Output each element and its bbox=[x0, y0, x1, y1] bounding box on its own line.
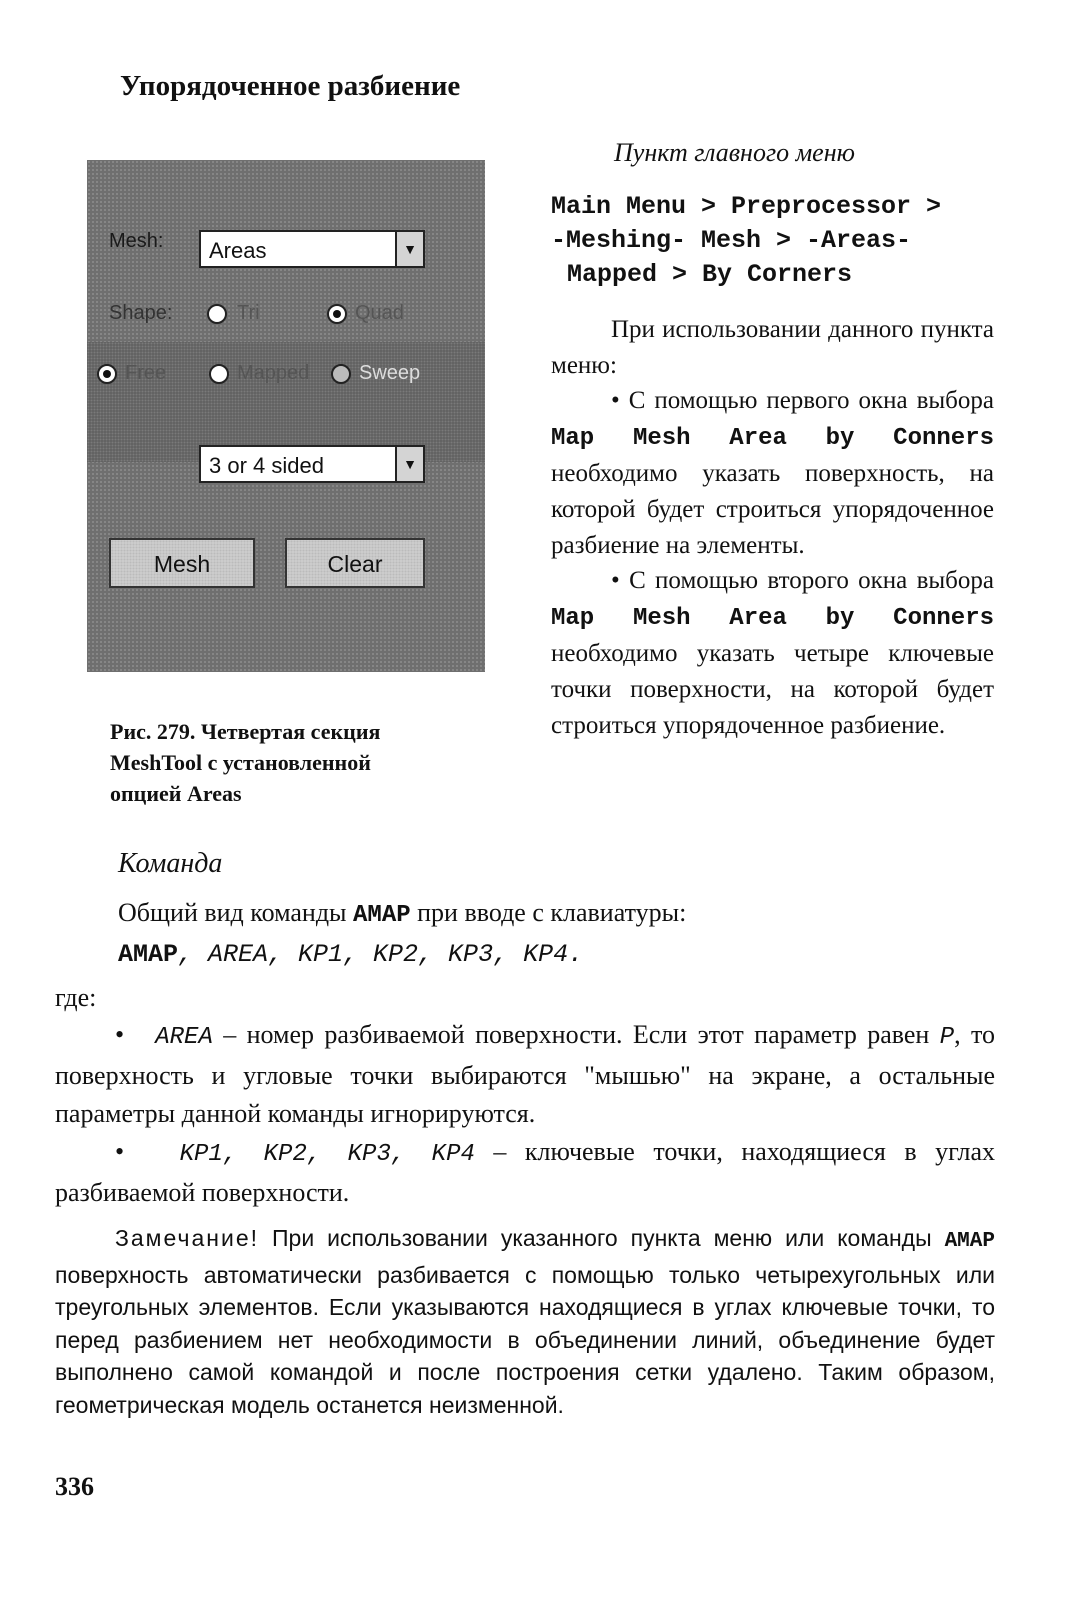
param-area-text: – номер разбиваемой поверхности. Если этот параметр равен bbox=[212, 1020, 940, 1049]
section-title: Упорядоченное разбиение bbox=[120, 70, 461, 102]
chevron-down-icon[interactable]: ▼ bbox=[395, 447, 423, 481]
command-general-code: AMAP bbox=[353, 902, 411, 929]
radio-mapped[interactable] bbox=[209, 364, 229, 384]
param-kp-code: KP1, KP2, KP3, KP4 bbox=[179, 1141, 475, 1168]
mapped-select-value: 3 or 4 sided bbox=[209, 453, 324, 478]
command-syntax-args: , AREA, KP1, KP2, KP3, KP4. bbox=[178, 940, 584, 969]
param-kp-text: – ключевые точки, находящиеся в углах разбиваемой поверхности. bbox=[55, 1137, 995, 1207]
right-column-text bbox=[551, 312, 994, 743]
command-general bbox=[118, 898, 686, 929]
note-text bbox=[55, 1222, 995, 1421]
radio-tri-label: Tri bbox=[237, 302, 260, 324]
shape-label: Shape: bbox=[109, 302, 173, 324]
bullet-1 bbox=[551, 383, 994, 563]
chevron-down-icon[interactable]: ▼ bbox=[395, 232, 423, 266]
command-syntax-cmd: AMAP bbox=[118, 940, 179, 969]
radio-tri[interactable] bbox=[207, 304, 227, 324]
note-paragraph bbox=[55, 1222, 995, 1421]
menu-path-line: Main Menu > Preprocessor > bbox=[551, 192, 942, 221]
command-heading: Команда bbox=[118, 848, 223, 879]
note-code: AMAP bbox=[944, 1230, 995, 1253]
radio-free[interactable] bbox=[97, 364, 117, 384]
radio-quad-label: Quad bbox=[355, 302, 404, 324]
menu-path bbox=[551, 190, 1001, 292]
caption-line: MeshTool с установленной bbox=[110, 750, 371, 775]
note-text-b: поверхность автоматически разбивается с помощью только четырехугольных или треугольных элементов. Если указываются находящиеся в углах ключевые точки, то перед разбиением нет необходимости в объединении линий, объединение будет выполнено самой командой и после построения сетки удалено. Таким образом, геометрическая модель останется неизменной. bbox=[55, 1261, 995, 1418]
bullet-1-code: Map Mesh Area by Conners bbox=[551, 424, 994, 452]
parameter-list bbox=[55, 1016, 995, 1212]
param-area-code: AREA bbox=[155, 1024, 213, 1051]
meshtool-screenshot bbox=[87, 160, 485, 672]
bullet-1-end: необходимо указать поверхность, на которой будет строиться упорядоченное разбиение на элементы. bbox=[551, 460, 994, 559]
caption-line: опцией Areas bbox=[110, 781, 242, 806]
bullet-2 bbox=[551, 563, 994, 743]
bullet-2-code: Map Mesh Area by Conners bbox=[551, 604, 994, 632]
radio-sweep[interactable] bbox=[331, 364, 351, 384]
param-kp: • KP1, KP2, KP3, KP4 – ключевые точки, находящиеся в углах разбиваемой поверхности. bbox=[55, 1137, 995, 1207]
page-number: 336 bbox=[55, 1472, 94, 1501]
clear-button[interactable]: Clear bbox=[285, 538, 425, 588]
command-syntax bbox=[118, 940, 583, 969]
caption-line: Рис. 279. Четвертая секция bbox=[110, 719, 381, 744]
bullet-1-start: • С помощью первого окна выбора bbox=[611, 387, 994, 415]
param-area: • AREA – номер разбиваемой поверхности. Если этот параметр равен P, то поверхность и угловые точки выбираются "мышью" на экране, а остальные параметры данной команды игнорируются. bbox=[55, 1020, 996, 1128]
command-general-end: при вводе с клавиатуры: bbox=[410, 898, 687, 927]
bullet-2-start: • С помощью второго окна выбора bbox=[611, 567, 994, 595]
param-p-code: P bbox=[939, 1024, 955, 1051]
mesh-select-value: Areas bbox=[209, 238, 267, 263]
menu-path-line: Mapped > By Corners bbox=[567, 260, 853, 289]
bullet-2-end: необходимо указать четыре ключевые точки поверхности, на которой будет строиться упорядоченное разбиение. bbox=[551, 640, 994, 739]
menu-path-line: -Meshing- Mesh > -Areas- bbox=[551, 226, 912, 255]
mesh-select[interactable] bbox=[199, 230, 425, 268]
mapped-select[interactable] bbox=[199, 445, 425, 483]
radio-sweep-label: Sweep bbox=[359, 362, 421, 384]
figure-caption bbox=[110, 716, 460, 809]
note-text-a: При использовании указанного пункта меню или команды bbox=[259, 1225, 945, 1251]
radio-mapped-label: Mapped bbox=[237, 362, 310, 384]
where-label: где: bbox=[55, 983, 97, 1012]
mesh-button[interactable]: Mesh bbox=[109, 538, 255, 588]
note-label: Замечание! bbox=[115, 1225, 260, 1251]
radio-quad[interactable] bbox=[327, 304, 347, 324]
radio-free-label: Free bbox=[125, 362, 167, 384]
command-general-start: Общий вид команды bbox=[118, 898, 354, 927]
menu-heading: Пункт главного меню bbox=[614, 138, 855, 167]
intro-paragraph: При использовании данного пункта меню: bbox=[551, 316, 994, 379]
dark-band bbox=[87, 342, 485, 462]
mesh-label: Mesh: bbox=[109, 230, 164, 252]
param-area-text-2: , то поверхность и угловые точки выбираются "мышью" на экране, а остальные параметры данной команды игнорируются. bbox=[55, 1020, 996, 1128]
